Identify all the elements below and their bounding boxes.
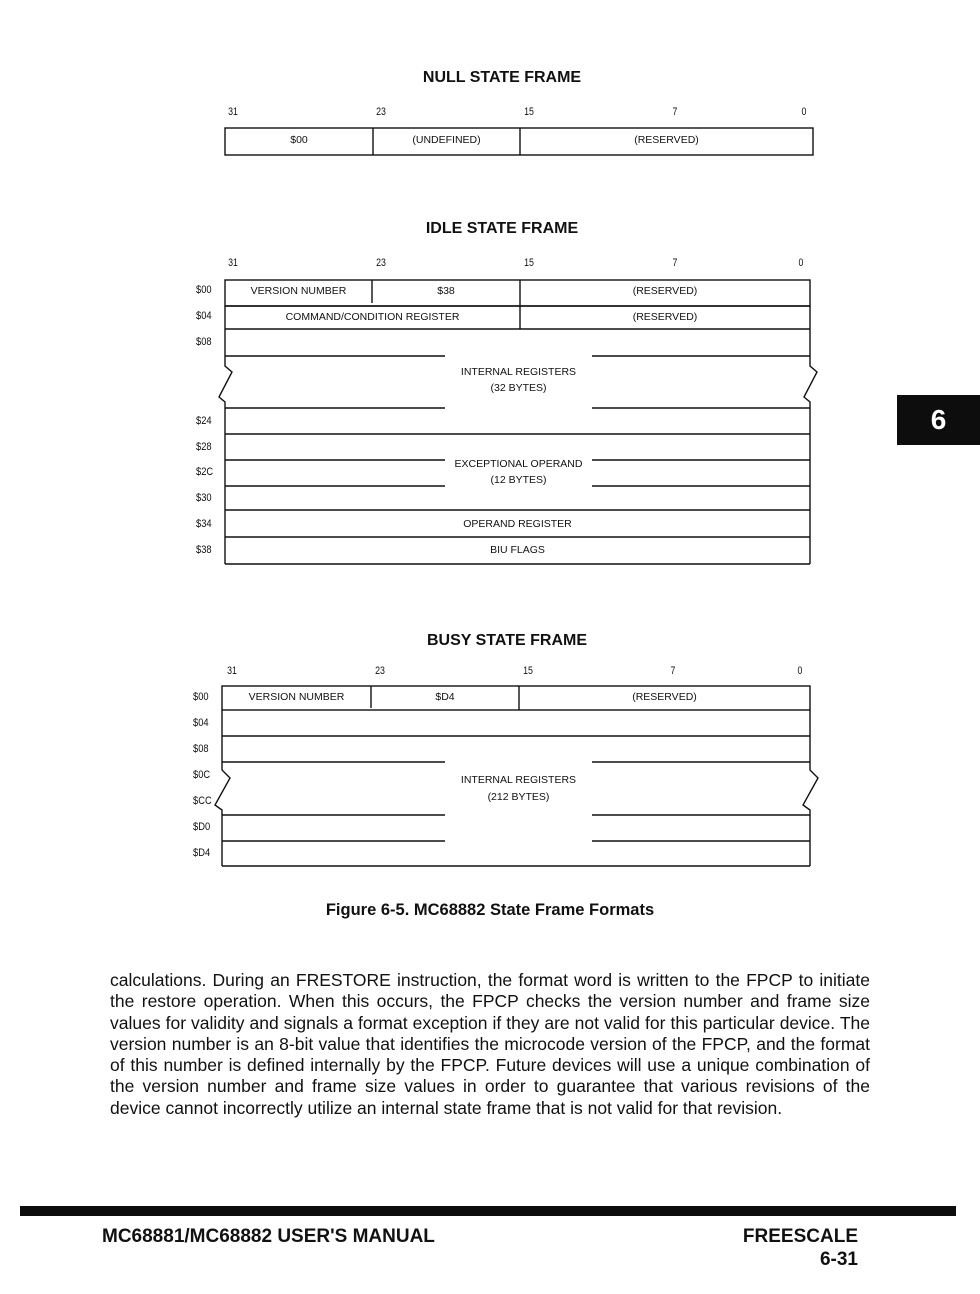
busy-bit-15: 15 — [523, 665, 533, 677]
idle-version-number: VERSION NUMBER — [250, 285, 347, 297]
footer-page-number: 6-31 — [819, 1249, 858, 1270]
idle-offset-38: $38 — [196, 544, 212, 556]
busy-bit-0: 0 — [797, 665, 803, 677]
null-bit-31: 31 — [228, 106, 238, 118]
idle-offset-30: $30 — [196, 492, 212, 504]
busy-bit-31: 31 — [227, 665, 237, 677]
idle-internal-registers: INTERNAL REGISTERS — [460, 366, 577, 378]
busy-frame-size: $D4 — [435, 691, 455, 703]
footer-rule — [20, 1206, 956, 1216]
null-undefined-field: (UNDEFINED) — [412, 134, 481, 146]
idle-bit-23: 23 — [376, 257, 386, 269]
busy-reserved: (RESERVED) — [632, 691, 697, 703]
idle-frame-size: $38 — [437, 285, 455, 297]
busy-frame-title: BUSY STATE FRAME — [426, 632, 587, 649]
idle-reserved-1: (RESERVED) — [632, 285, 698, 297]
idle-bit-15: 15 — [524, 257, 534, 269]
busy-bit-7: 7 — [670, 665, 676, 677]
body-paragraph: calculations. During an FRESTORE instruction, the format word is written to the FPCP to initiate the restore operation. When this occurs, the FPCP checks the version number and frame size values for validity and signals a format exception if they are not valid for this particular device. The version number is an 8-bit value that identifies the microcode version of the FPCP, and the format of this number is defined internally by the FPCP. Future devices will use a unique combination of the version number and frame size values in order to guarantee that various revisions of the device cannot incorrectly utilize an internal state frame that is not valid for that revision. — [110, 970, 870, 1118]
null-bit-15: 15 — [524, 106, 534, 118]
idle-bit-0: 0 — [798, 257, 804, 269]
idle-frame-title: IDLE STATE FRAME — [425, 220, 579, 237]
busy-internal-registers: INTERNAL REGISTERS — [460, 774, 577, 786]
idle-offset-00: $00 — [196, 284, 212, 296]
idle-exceptional-operand-size: (12 BYTES) — [490, 474, 547, 486]
idle-exceptional-operand: EXCEPTIONAL OPERAND — [454, 458, 583, 470]
footer-manual-title: MC68881/MC68882 USER'S MANUAL — [102, 1226, 435, 1247]
null-bit-0: 0 — [801, 106, 807, 118]
idle-bit-7: 7 — [672, 257, 678, 269]
idle-offset-2c: $2C — [196, 466, 214, 478]
busy-offset-00: $00 — [193, 691, 209, 703]
busy-version-number: VERSION NUMBER — [248, 691, 345, 703]
busy-offset-d4: $D4 — [193, 847, 211, 859]
idle-offset-28: $28 — [196, 441, 212, 453]
footer-brand: FREESCALE — [742, 1226, 858, 1247]
idle-bit-31: 31 — [228, 257, 238, 269]
busy-offset-d0: $D0 — [193, 821, 211, 833]
chapter-tab: 6 — [897, 395, 980, 445]
null-bit-23: 23 — [376, 106, 386, 118]
busy-offset-08: $08 — [193, 743, 209, 755]
idle-internal-registers-size: (32 BYTES) — [490, 382, 547, 394]
null-frame-title: NULL STATE FRAME — [422, 69, 582, 86]
idle-offset-04: $04 — [196, 310, 212, 322]
busy-offset-cc: $CC — [193, 795, 212, 807]
busy-internal-registers-size: (212 BYTES) — [487, 791, 550, 803]
busy-bit-23: 23 — [375, 665, 385, 677]
idle-offset-24: $24 — [196, 415, 212, 427]
busy-offset-04: $04 — [193, 717, 209, 729]
busy-offset-0c: $0C — [193, 769, 211, 781]
idle-offset-08: $08 — [196, 336, 212, 348]
idle-offset-34: $34 — [196, 518, 212, 530]
idle-operand-register: OPERAND REGISTER — [463, 518, 572, 530]
null-reserved-field: (RESERVED) — [634, 134, 699, 146]
idle-reserved-2: (RESERVED) — [632, 311, 698, 323]
idle-biu-flags: BIU FLAGS — [490, 544, 545, 556]
null-bit-7: 7 — [672, 106, 678, 118]
figure-caption: Figure 6-5. MC68882 State Frame Formats — [325, 901, 655, 919]
idle-command-condition-register: COMMAND/CONDITION REGISTER — [285, 311, 460, 323]
null-format-field: $00 — [290, 134, 308, 146]
